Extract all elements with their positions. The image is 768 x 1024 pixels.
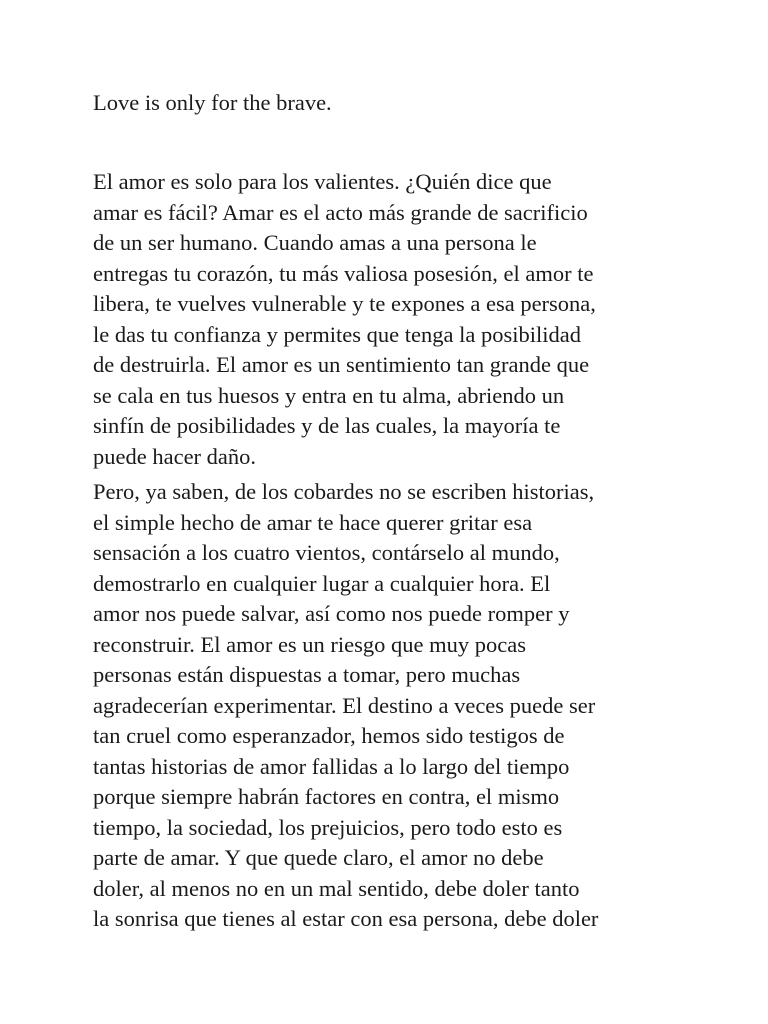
text-line: puede hacer daño.	[93, 443, 257, 469]
text-line: personas están dispuestas a tomar, pero muchas	[93, 662, 521, 687]
text-line: se cala en tus huesos y entra en tu alma, abriendo un	[93, 382, 565, 408]
text-line: porque siempre habrán factores en contra, el mismo	[93, 784, 560, 809]
text-line: tiempo, la sociedad, los prejuicios, pero todo esto es	[93, 814, 563, 840]
document-title: Love is only for the brave.	[93, 90, 332, 115]
text-line: sensación a los cuatro vientos, contárselo al mundo,	[93, 540, 560, 565]
text-line: reconstruir. El amor es un riesgo que muy pocas	[93, 631, 527, 657]
paragraph-2	[93, 477, 733, 935]
text-line: demostrarlo en cualquier lugar a cualquier hora. El	[93, 570, 551, 596]
text-line: Pero, ya saben, de los cobardes no se escriben historias,	[93, 479, 595, 504]
text-line: el simple hecho de amar te hace querer gritar esa	[93, 509, 533, 535]
text-line: amor nos puede salvar, así como nos puede romper y	[93, 601, 570, 626]
text-line: libera, te vuelves vulnerable y te expones a esa persona,	[93, 291, 596, 316]
text-line: El amor es solo para los valientes. ¿Quién dice que	[93, 169, 552, 194]
text-line: le das tu confianza y permites que tenga la posibilidad	[93, 321, 581, 347]
text-line: entregas tu corazón, tu más valiosa posesión, el amor te	[93, 260, 594, 286]
text-line: tan cruel como esperanzador, hemos sido testigos de	[93, 723, 565, 748]
text-line: de destruirla. El amor es un sentimiento tan grande que	[93, 352, 590, 377]
paragraph-1	[93, 167, 733, 472]
text-line: tantas historias de amor fallidas a lo largo del tiempo	[93, 753, 570, 779]
text-line: agradecerían experimentar. El destino a veces puede ser	[93, 692, 596, 718]
text-line: de un ser humano. Cuando amas a una persona le	[93, 230, 537, 255]
text-line: sinfín de posibilidades y de las cuales, la mayoría te	[93, 413, 561, 438]
text-line: doler, al menos no en un mal sentido, debe doler tanto	[93, 875, 580, 901]
text-line: la sonrisa que tienes al estar con esa persona, debe doler	[93, 906, 599, 931]
text-line: parte de amar. Y que quede claro, el amor no debe	[93, 845, 544, 870]
text-line: amar es fácil? Amar es el acto más grande de sacrificio	[93, 199, 588, 225]
